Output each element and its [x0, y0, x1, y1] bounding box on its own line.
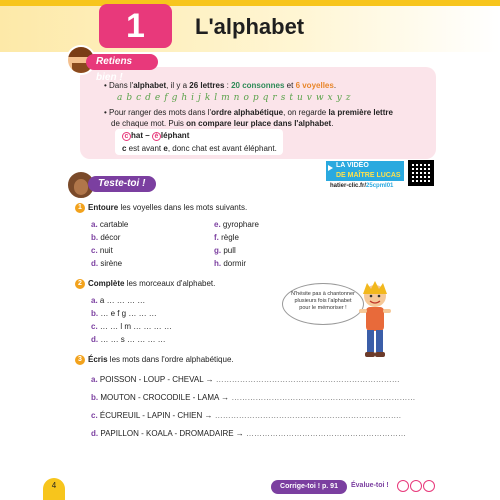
list-item[interactable]: a. a … … … …	[91, 296, 146, 305]
retiens-bien-label: Retiens bien !	[86, 54, 158, 70]
list-item[interactable]: c. … … l m … … … …	[91, 322, 172, 331]
header-strip	[0, 0, 500, 6]
play-icon	[328, 165, 333, 171]
lesson-number-badge: 1	[99, 4, 172, 48]
video-box[interactable]	[326, 160, 436, 192]
self-eval-circle-icon[interactable]	[397, 480, 409, 492]
lesson-title: L'alphabet	[195, 14, 305, 39]
example-explanation: c est avant e, donc chat est avant éléphant.	[122, 144, 277, 153]
exercise-3-title: 3 Écris les mots dans l'ordre alphabétique.	[75, 355, 234, 365]
corrige-toi-button[interactable]: Corrige-toi ! p. 91	[271, 480, 347, 494]
list-item: b. décor	[91, 233, 121, 242]
list-item[interactable]: d. … … s … … … …	[91, 335, 166, 344]
video-label[interactable]: LA VIDÉO DE MAÎTRE LUCAS	[326, 161, 404, 181]
list-item: g. pull	[214, 246, 236, 255]
list-item: h. dormir	[214, 259, 247, 268]
exercise-2-title: 2 Complète les morceaux d'alphabet.	[75, 279, 215, 289]
rule-line-2: • Pour ranger des mots dans l'ordre alphabétique, on regarde la première lettre	[104, 108, 393, 117]
list-item[interactable]: c. ÉCUREUIL - LAPIN - CHIEN → …………………………………………………………….	[91, 411, 401, 420]
video-url-link[interactable]: hatier-clic.fr/25cpmI01	[330, 183, 394, 189]
exercise-1-title: 1 Entoure les voyelles dans les mots suivants.	[75, 203, 247, 213]
list-item[interactable]: a. POISSON - LOUP - CHEVAL → ……………………………………………………………	[91, 375, 400, 384]
page-number: 4	[43, 478, 65, 500]
list-item[interactable]: b. MOUTON - CROCODILE - LAMA → ……………………………………………………………	[91, 393, 416, 402]
list-item: f. règle	[214, 233, 239, 242]
evalue-toi-label: Évalue-toi !	[351, 482, 389, 489]
list-item: d. sirène	[91, 259, 123, 268]
rule-line-3: de chaque mot. Puis on compare leur place dans l'alphabet.	[111, 119, 334, 128]
self-eval-circle-icon[interactable]	[423, 480, 435, 492]
example-words: c hat – é léphant	[122, 131, 189, 141]
list-item[interactable]: b. … e f g … … …	[91, 309, 157, 318]
boy-character-icon	[355, 280, 395, 360]
self-eval-circle-icon[interactable]	[410, 480, 422, 492]
rule-line-1: • Dans l'alphabet, il y a 26 lettres : 20 consonnes et 6 voyelles.	[104, 81, 337, 90]
list-item: a. cartable	[91, 220, 129, 229]
list-item: c. nuit	[91, 246, 113, 255]
qr-code-icon	[408, 160, 434, 186]
cursive-alphabet: abcdefghijklmnopqrstuvwxyz	[117, 93, 355, 103]
list-item: e. gyrophare	[214, 220, 259, 229]
speech-bubble: N'hésite pas à chantonner plusieurs fois l'alphabet pour le mémoriser !	[282, 283, 364, 325]
list-item[interactable]: d. PAPILLON - KOALA - DROMADAIRE → ……………………………………………………	[91, 429, 407, 438]
teste-toi-label: Teste-toi !	[88, 176, 156, 192]
